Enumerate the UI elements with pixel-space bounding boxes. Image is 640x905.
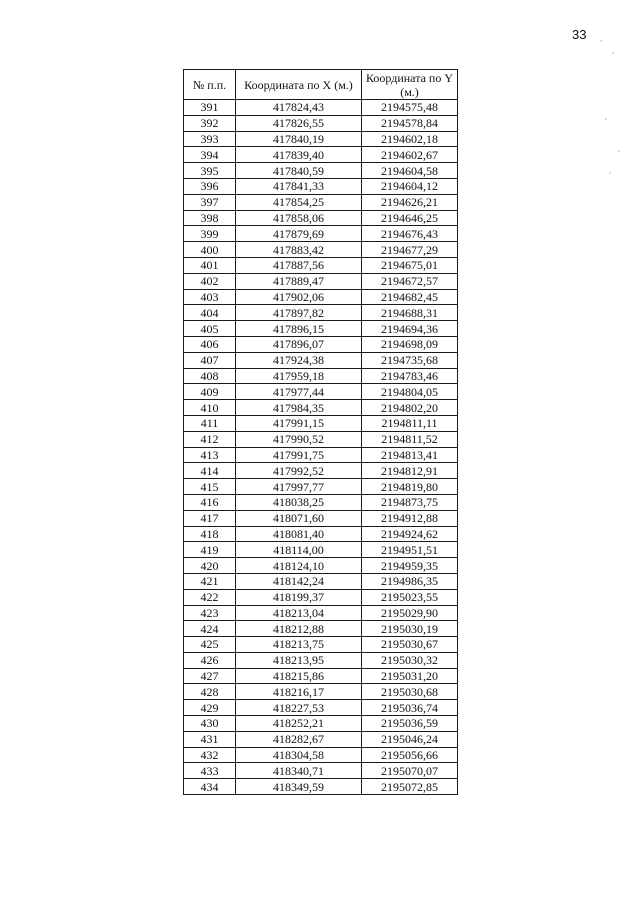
row-index: 398: [184, 210, 236, 226]
table-row: [184, 305, 458, 321]
table-body: [184, 100, 458, 795]
row-x-coordinate: 417997,77: [236, 479, 362, 495]
table-row: [184, 194, 458, 210]
table-row: [184, 336, 458, 352]
row-index: 433: [184, 763, 236, 779]
row-x-coordinate: 418216,17: [236, 684, 362, 700]
row-y-coordinate: 2194604,12: [362, 178, 458, 194]
row-x-coordinate: 417879,69: [236, 226, 362, 242]
row-y-coordinate: 2195023,55: [362, 589, 458, 605]
table-row: [184, 637, 458, 653]
table-row: [184, 368, 458, 384]
table-row: [184, 479, 458, 495]
table-row: [184, 621, 458, 637]
row-index: 413: [184, 447, 236, 463]
row-index: 403: [184, 289, 236, 305]
row-y-coordinate: 2195072,85: [362, 779, 458, 795]
row-index: 432: [184, 747, 236, 763]
row-y-coordinate: 2194578,84: [362, 115, 458, 131]
row-x-coordinate: 418071,60: [236, 510, 362, 526]
row-x-coordinate: 417841,33: [236, 178, 362, 194]
table-row: [184, 321, 458, 337]
scan-speck: [618, 150, 620, 152]
row-y-coordinate: 2195030,68: [362, 684, 458, 700]
row-x-coordinate: 418213,75: [236, 637, 362, 653]
table-row: [184, 668, 458, 684]
table-row: [184, 242, 458, 258]
table-row: [184, 589, 458, 605]
row-y-coordinate: 2195029,90: [362, 605, 458, 621]
row-x-coordinate: 417824,43: [236, 100, 362, 116]
row-y-coordinate: 2195036,59: [362, 716, 458, 732]
scan-speck: [609, 172, 611, 174]
row-y-coordinate: 2195056,66: [362, 747, 458, 763]
row-y-coordinate: 2194924,62: [362, 526, 458, 542]
row-index: 411: [184, 415, 236, 431]
row-y-coordinate: 2194676,43: [362, 226, 458, 242]
table-row: [184, 779, 458, 795]
row-y-coordinate: 2195030,67: [362, 637, 458, 653]
row-index: 399: [184, 226, 236, 242]
row-y-coordinate: 2195031,20: [362, 668, 458, 684]
row-x-coordinate: 417924,38: [236, 352, 362, 368]
row-x-coordinate: 417992,52: [236, 463, 362, 479]
row-x-coordinate: 418212,88: [236, 621, 362, 637]
row-index: 431: [184, 731, 236, 747]
table-row: [184, 558, 458, 574]
row-index: 396: [184, 178, 236, 194]
row-index: 406: [184, 336, 236, 352]
row-index: 392: [184, 115, 236, 131]
row-index: 418: [184, 526, 236, 542]
row-x-coordinate: 418349,59: [236, 779, 362, 795]
row-index: 415: [184, 479, 236, 495]
header-x-coordinate: Координата по X (м.): [236, 70, 362, 100]
row-y-coordinate: 2194951,51: [362, 542, 458, 558]
row-index: 393: [184, 131, 236, 147]
row-x-coordinate: 418282,67: [236, 731, 362, 747]
row-index: 434: [184, 779, 236, 795]
row-x-coordinate: 418114,00: [236, 542, 362, 558]
row-index: 404: [184, 305, 236, 321]
row-index: 425: [184, 637, 236, 653]
row-x-coordinate: 418199,37: [236, 589, 362, 605]
row-y-coordinate: 2194819,80: [362, 479, 458, 495]
row-y-coordinate: 2194986,35: [362, 573, 458, 589]
table-row: [184, 763, 458, 779]
row-index: 407: [184, 352, 236, 368]
table-row: [184, 700, 458, 716]
row-x-coordinate: 417826,55: [236, 115, 362, 131]
row-y-coordinate: 2195030,32: [362, 652, 458, 668]
row-x-coordinate: 418142,24: [236, 573, 362, 589]
table-row: [184, 447, 458, 463]
row-y-coordinate: 2194694,36: [362, 321, 458, 337]
table-row: [184, 542, 458, 558]
row-index: 395: [184, 163, 236, 179]
table-row: [184, 747, 458, 763]
row-x-coordinate: 417897,82: [236, 305, 362, 321]
table-row: [184, 494, 458, 510]
row-y-coordinate: 2194959,35: [362, 558, 458, 574]
table-row: [184, 510, 458, 526]
row-index: 412: [184, 431, 236, 447]
row-x-coordinate: 417991,15: [236, 415, 362, 431]
row-y-coordinate: 2195030,19: [362, 621, 458, 637]
row-index: 391: [184, 100, 236, 116]
row-x-coordinate: 418304,58: [236, 747, 362, 763]
table-row: [184, 273, 458, 289]
row-x-coordinate: 418340,71: [236, 763, 362, 779]
table-row: [184, 731, 458, 747]
row-x-coordinate: 418124,10: [236, 558, 362, 574]
row-y-coordinate: 2195070,07: [362, 763, 458, 779]
page-number: 33: [572, 27, 587, 42]
row-y-coordinate: 2194698,09: [362, 336, 458, 352]
scan-speck: [605, 118, 607, 120]
row-y-coordinate: 2194802,20: [362, 400, 458, 416]
row-y-coordinate: 2194912,88: [362, 510, 458, 526]
header-index: № п.п.: [184, 70, 236, 100]
table-row: [184, 115, 458, 131]
row-y-coordinate: 2194675,01: [362, 257, 458, 273]
row-y-coordinate: 2195046,24: [362, 731, 458, 747]
row-x-coordinate: 418038,25: [236, 494, 362, 510]
row-y-coordinate: 2194602,18: [362, 131, 458, 147]
row-y-coordinate: 2194688,31: [362, 305, 458, 321]
row-y-coordinate: 2194811,11: [362, 415, 458, 431]
table-row: [184, 463, 458, 479]
row-x-coordinate: 417959,18: [236, 368, 362, 384]
row-index: 409: [184, 384, 236, 400]
row-y-coordinate: 2194672,57: [362, 273, 458, 289]
row-x-coordinate: 417839,40: [236, 147, 362, 163]
row-index: 427: [184, 668, 236, 684]
table-row: [184, 431, 458, 447]
row-y-coordinate: 2194626,21: [362, 194, 458, 210]
row-x-coordinate: 417854,25: [236, 194, 362, 210]
table-row: [184, 147, 458, 163]
row-index: 422: [184, 589, 236, 605]
row-y-coordinate: 2194735,68: [362, 352, 458, 368]
table-row: [184, 415, 458, 431]
row-x-coordinate: 417887,56: [236, 257, 362, 273]
row-x-coordinate: 418081,40: [236, 526, 362, 542]
row-x-coordinate: 417896,07: [236, 336, 362, 352]
table-row: [184, 178, 458, 194]
row-index: 429: [184, 700, 236, 716]
table-row: [184, 400, 458, 416]
row-x-coordinate: 417883,42: [236, 242, 362, 258]
row-x-coordinate: 417840,19: [236, 131, 362, 147]
row-index: 405: [184, 321, 236, 337]
row-index: 416: [184, 494, 236, 510]
scan-speck: [600, 40, 602, 42]
row-index: 419: [184, 542, 236, 558]
row-x-coordinate: 417977,44: [236, 384, 362, 400]
coordinates-table: [183, 69, 458, 795]
row-y-coordinate: 2194575,48: [362, 100, 458, 116]
table-row: [184, 210, 458, 226]
row-index: 414: [184, 463, 236, 479]
table-row: [184, 226, 458, 242]
row-index: 402: [184, 273, 236, 289]
row-y-coordinate: 2195036,74: [362, 700, 458, 716]
row-y-coordinate: 2194812,91: [362, 463, 458, 479]
table-row: [184, 684, 458, 700]
row-y-coordinate: 2194677,29: [362, 242, 458, 258]
row-y-coordinate: 2194783,46: [362, 368, 458, 384]
row-y-coordinate: 2194646,25: [362, 210, 458, 226]
table-row: [184, 289, 458, 305]
row-x-coordinate: 417991,75: [236, 447, 362, 463]
row-x-coordinate: 417889,47: [236, 273, 362, 289]
row-index: 410: [184, 400, 236, 416]
row-index: 428: [184, 684, 236, 700]
row-x-coordinate: 418252,21: [236, 716, 362, 732]
row-y-coordinate: 2194682,45: [362, 289, 458, 305]
row-index: 423: [184, 605, 236, 621]
table-row: [184, 573, 458, 589]
scan-speck: [612, 52, 614, 54]
table-row: [184, 131, 458, 147]
table-row: [184, 100, 458, 116]
row-x-coordinate: 417902,06: [236, 289, 362, 305]
row-x-coordinate: 418213,04: [236, 605, 362, 621]
row-x-coordinate: 418213,95: [236, 652, 362, 668]
row-x-coordinate: 417984,35: [236, 400, 362, 416]
row-x-coordinate: 417840,59: [236, 163, 362, 179]
table-row: [184, 257, 458, 273]
row-index: 400: [184, 242, 236, 258]
row-x-coordinate: 417990,52: [236, 431, 362, 447]
row-index: 426: [184, 652, 236, 668]
row-index: 430: [184, 716, 236, 732]
row-y-coordinate: 2194811,52: [362, 431, 458, 447]
row-index: 421: [184, 573, 236, 589]
row-index: 397: [184, 194, 236, 210]
table-row: [184, 716, 458, 732]
table-header-row: [184, 70, 458, 100]
row-x-coordinate: 417858,06: [236, 210, 362, 226]
row-y-coordinate: 2194602,67: [362, 147, 458, 163]
row-y-coordinate: 2194813,41: [362, 447, 458, 463]
table-row: [184, 352, 458, 368]
table-row: [184, 384, 458, 400]
table-row: [184, 652, 458, 668]
row-index: 417: [184, 510, 236, 526]
header-y-coordinate: Координата по Y (м.): [362, 70, 458, 100]
row-index: 420: [184, 558, 236, 574]
row-x-coordinate: 418227,53: [236, 700, 362, 716]
table-row: [184, 605, 458, 621]
row-y-coordinate: 2194804,05: [362, 384, 458, 400]
row-y-coordinate: 2194604,58: [362, 163, 458, 179]
row-x-coordinate: 418215,86: [236, 668, 362, 684]
table-row: [184, 526, 458, 542]
row-index: 424: [184, 621, 236, 637]
row-x-coordinate: 417896,15: [236, 321, 362, 337]
table-row: [184, 163, 458, 179]
row-y-coordinate: 2194873,75: [362, 494, 458, 510]
row-index: 408: [184, 368, 236, 384]
row-index: 394: [184, 147, 236, 163]
row-index: 401: [184, 257, 236, 273]
